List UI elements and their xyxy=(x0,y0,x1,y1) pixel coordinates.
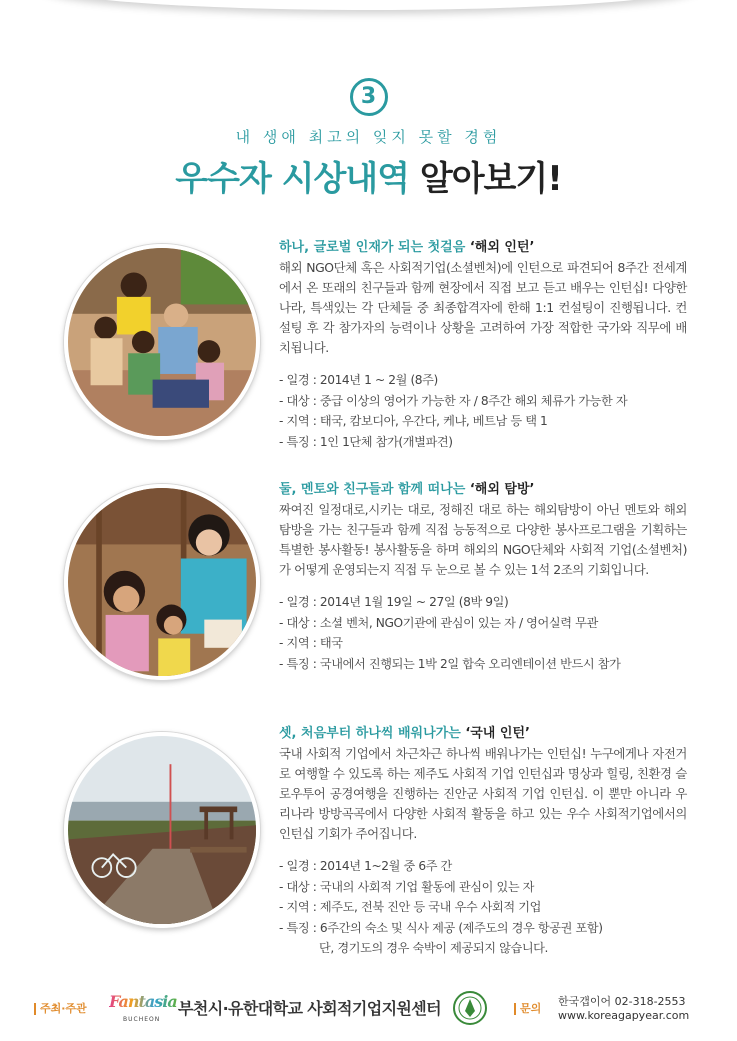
detail-item: - 지역 : 태국, 캄보디아, 우간다, 케냐, 베트남 등 택 1 xyxy=(279,414,548,428)
footer-contact-website[interactable]: www.koreagapyear.com xyxy=(558,1009,690,1022)
domestic-intern-heading-highlight: ‘국내 인턴’ xyxy=(465,726,530,741)
detail-item: - 일경 : 2014년 1 ~ 2월 (8주) xyxy=(279,373,438,387)
footer xyxy=(0,990,737,1030)
step-number-badge: 3 xyxy=(350,78,388,116)
domestic-intern-description: 국내 사회적 기업에서 차근차근 하나씩 배워나가는 인턴십! 누구에게나 자전거로 여행할 수 있도록 하는 제주도 사회적 기업 인턴십과 명상과 힐링, 친환경 슬로우투어 공경여행을 진행하는 진안군 사회적 기업 인턴십. 이 뿐만 아니라 우리나라 방방곡곡에서 다양한 사회적 활동을 하고 있는 우수 사회적기업에서의 인턴십 기회가 주어집니다. xyxy=(279,746,687,841)
page-title xyxy=(0,151,737,200)
overseas-intern-heading-prefix: 하나, 글로벌 인재가 되는 첫걸음 xyxy=(279,240,466,255)
overseas-tour-details xyxy=(279,592,687,674)
detail-item: - 특징 : 국내에서 진행되는 1박 2일 합숙 오리엔테이션 반드시 참가 xyxy=(279,656,621,671)
overseas-intern-heading xyxy=(279,236,687,255)
footer-host-label: 주최·주관 xyxy=(40,1002,87,1015)
detail-note: 단, 경기도의 경우 숙박이 제공되지 않습니다. xyxy=(319,941,549,955)
domestic-intern-photo xyxy=(64,732,260,928)
detail-item: - 대상 : 중급 이상의 영어가 가능한 자 / 8주간 해외 체류가 가능한 자 xyxy=(279,393,628,408)
overseas-intern-heading-highlight: ‘해외 인턴’ xyxy=(469,240,535,255)
detail-item: - 특징 : 1인 1단체 참가(개별파견) xyxy=(279,434,453,449)
domestic-intern-details xyxy=(279,856,687,959)
footer-divider-bar xyxy=(34,1003,36,1015)
footer-contact xyxy=(558,995,689,1023)
page-title-rest: 알아보기! xyxy=(419,159,562,199)
university-emblem-icon xyxy=(453,991,487,1025)
footer-contact-phone: 한국갭이어 02-318-2553 xyxy=(558,995,686,1008)
top-decorative-arc xyxy=(40,0,700,10)
overseas-tour-description: 짜여진 일정대로,시키는 대로, 정해진 대로 하는 해외탐방이 아닌 멘토와 해외탐방을 가는 친구들과 함께 직접 능동적으로 다양한 봉사프로그램을 기획하는 특별한 봉사활동! 봉사활동을 하며 해외의 NGO단체와 사회적 기업(소셜벤처)가 어떻게 운영되는지 직접 두 눈으로 볼 수 있는 1석 2조의 기회입니다. xyxy=(279,502,687,577)
page-subtitle: 내 생애 최고의 잊지 못할 경험 xyxy=(235,128,502,146)
detail-item: - 특징 : 6주간의 숙소 및 식사 제공 (제주도의 경우 항공권 포함) xyxy=(279,920,603,935)
footer-divider-bar xyxy=(514,1003,516,1015)
overseas-tour-text xyxy=(279,478,687,674)
detail-item: - 지역 : 태국 xyxy=(279,636,343,650)
footer-organization: 부천시·유한대학교 사회적기업지원센터 xyxy=(178,999,442,1018)
detail-item: - 대상 : 소셜 벤처, NGO기관에 관심이 있는 자 / 영어실력 무관 xyxy=(279,615,598,630)
overseas-intern-description: 해외 NGO단체 혹은 사회적기업(소셜벤처)에 인턴으로 파견되어 8주간 전세계에서 온 또래의 친구들과 함께 현장에서 직접 보고 듣고 배우는 인턴십! 다양한 나라, 특색있는 각 단체들 중 최종합격자에 한해 1:1 컨설팅이 진행됩니다. 컨설팅 후 각 참가자의 능력이나 상황을 고려하여 가장 적합한 국가와 직무에 배치됩니다. xyxy=(279,260,687,355)
detail-item: - 지역 : 제주도, 전북 진안 등 국내 우수 사회적 기업 xyxy=(279,900,542,914)
overseas-tour-heading-highlight: ‘해외 탐방’ xyxy=(469,482,535,497)
domestic-intern-heading xyxy=(279,722,687,741)
fantasia-logo-text: Fantasia xyxy=(109,992,177,1011)
footer-inquiry-label: 문의 xyxy=(520,1002,542,1015)
page-header xyxy=(0,78,737,200)
overseas-tour-heading-prefix: 둘, 멘토와 친구들과 함께 떠나는 xyxy=(279,482,466,497)
domestic-intern-heading-prefix: 셋, 처음부터 하나씩 배워나가는 xyxy=(279,726,461,741)
domestic-intern-text xyxy=(279,722,687,959)
overseas-tour-heading xyxy=(279,478,687,497)
overseas-tour-photo xyxy=(64,484,260,680)
page-title-accent: 우수자 시상내역 xyxy=(175,159,409,199)
overseas-intern-photo xyxy=(64,244,260,440)
footer-host xyxy=(34,1000,87,1016)
detail-item: - 일경 : 2014년 1~2월 중 6주 간 xyxy=(279,859,452,873)
footer-inquiry xyxy=(514,1000,541,1016)
fantasia-logo-subtext: BUCHEON xyxy=(123,1016,161,1023)
overseas-intern-details xyxy=(279,370,687,452)
detail-item: - 대상 : 국내의 사회적 기업 활동에 관심이 있는 자 xyxy=(279,879,535,894)
overseas-intern-text xyxy=(279,236,687,452)
fantasia-bucheon-logo xyxy=(109,992,177,1026)
detail-item: - 일경 : 2014년 1월 19일 ~ 27일 (8박 9일) xyxy=(279,595,509,609)
